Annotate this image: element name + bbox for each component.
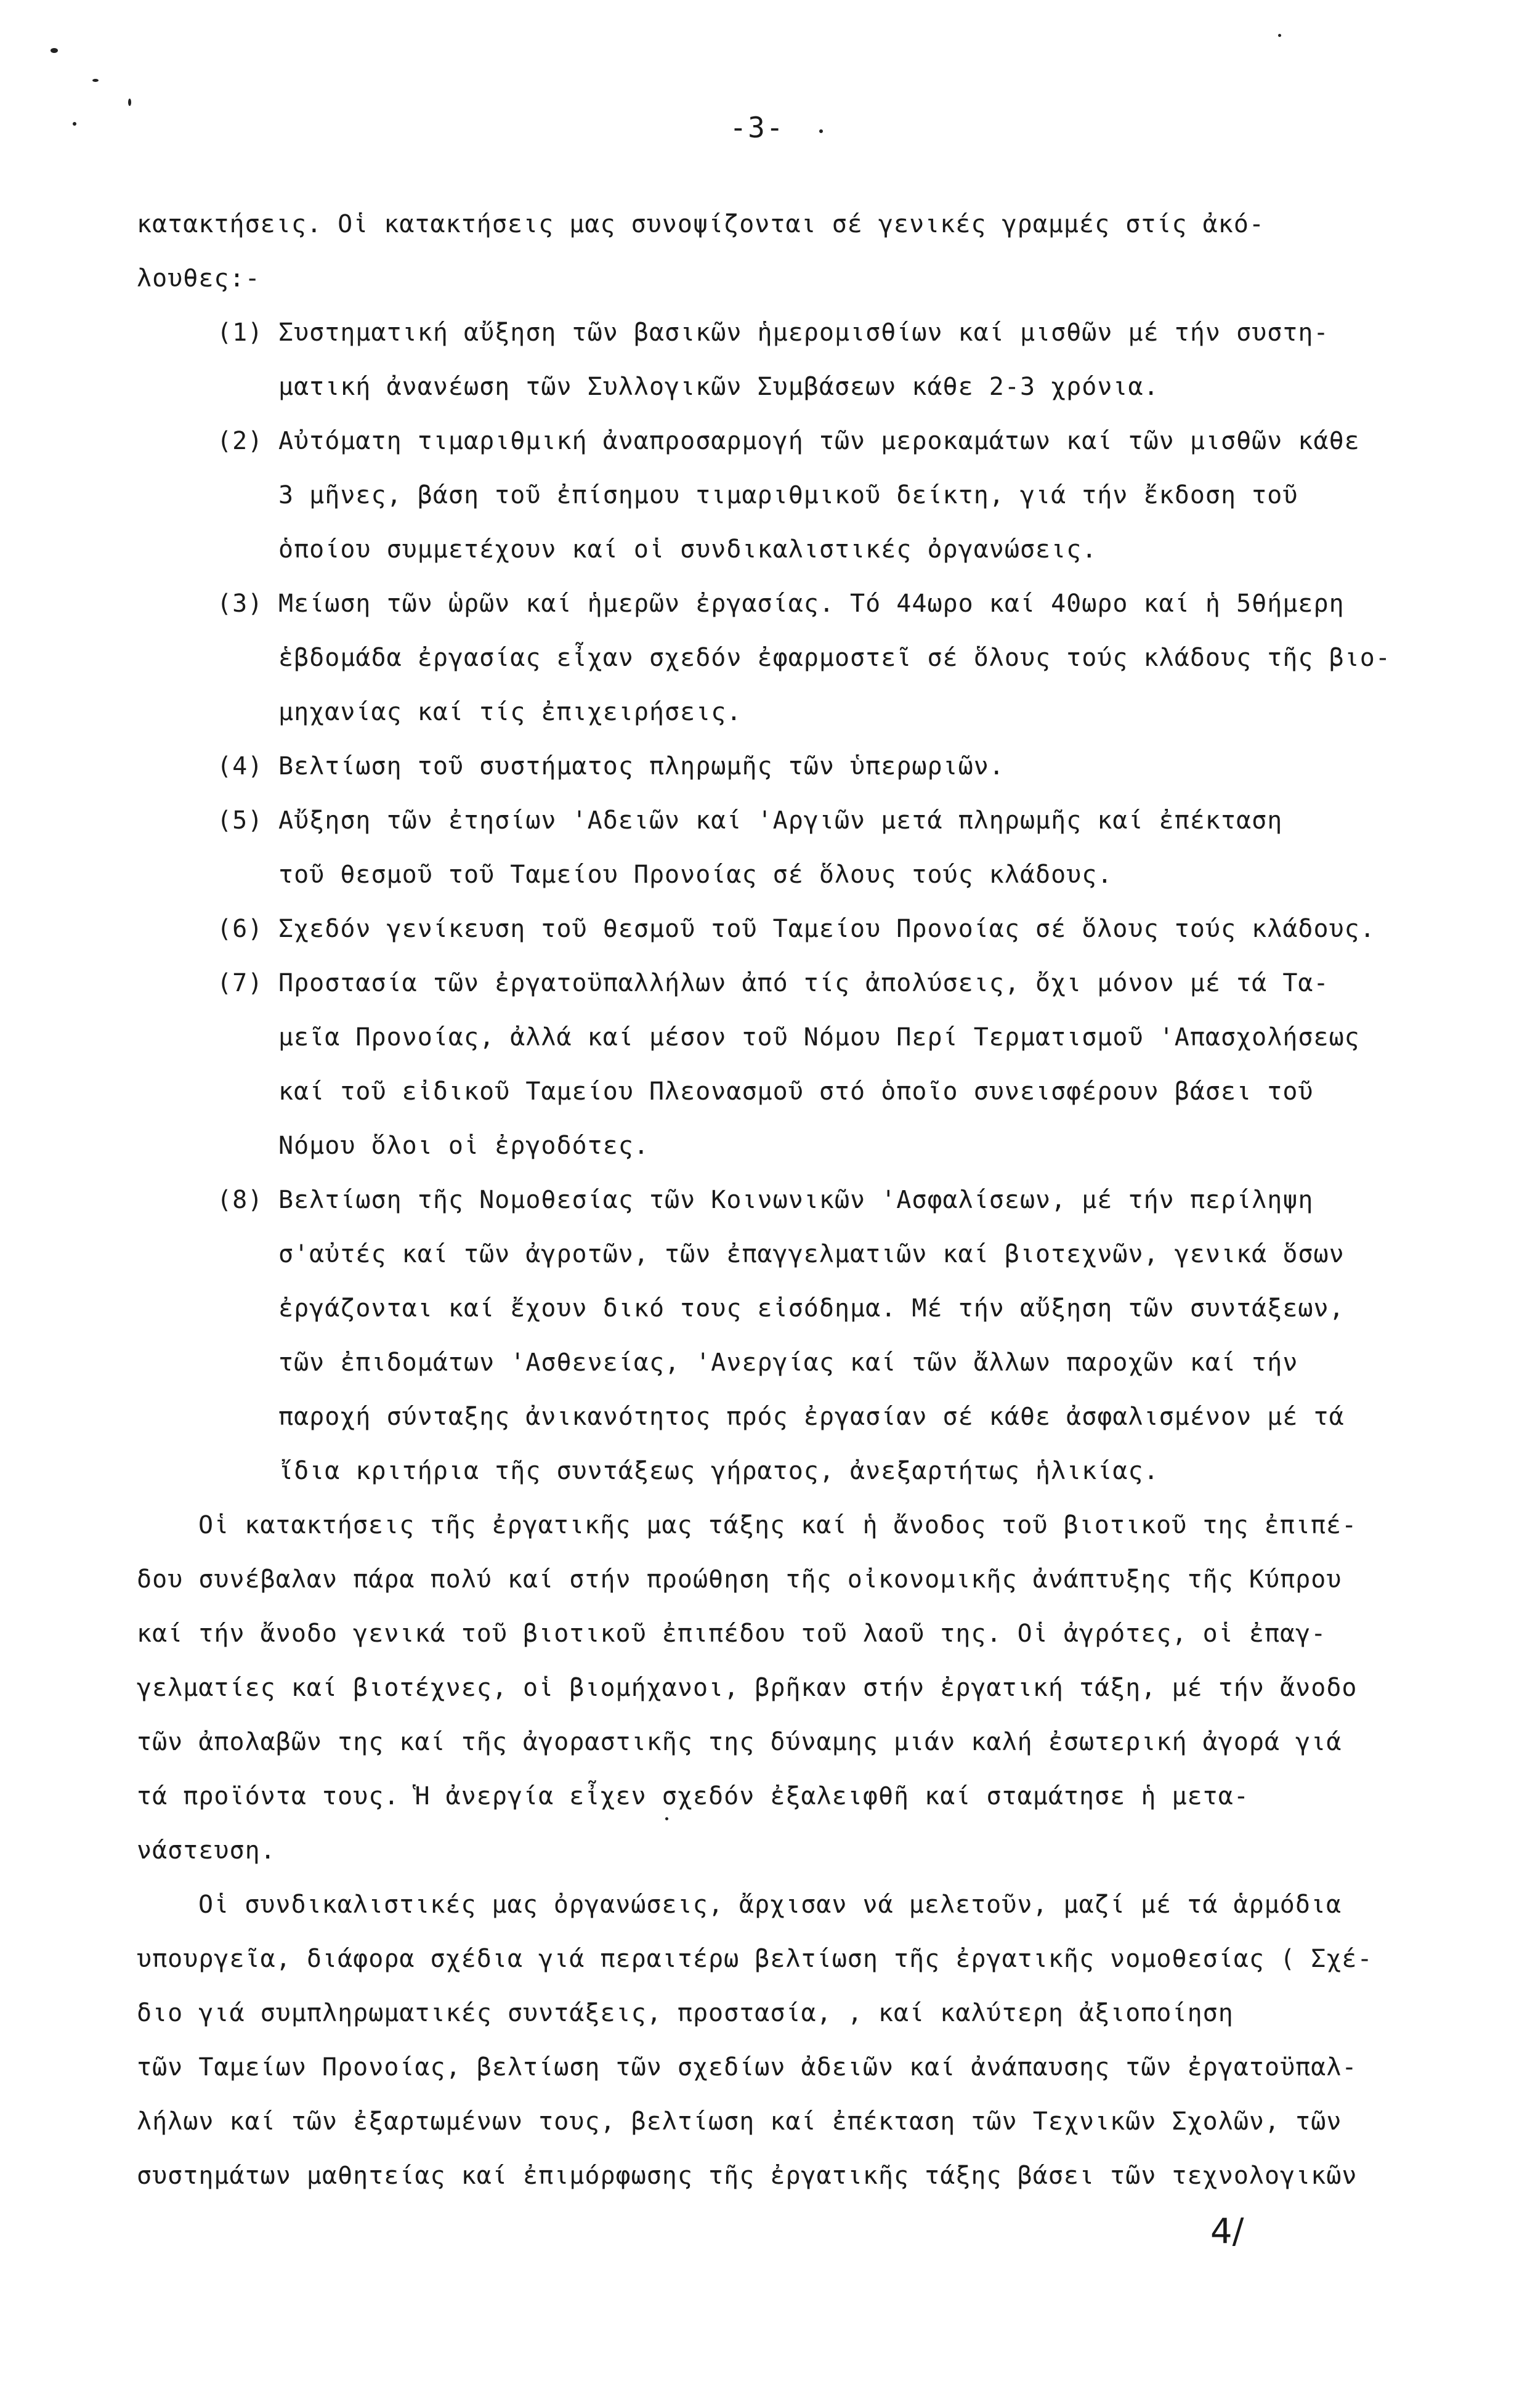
- item-line: Προστασία τῶν ἐργατοϋπαλλήλων ἀπό τίς ἀπολύσεις, ὄχι μόνον μέ τά Τα-: [278, 969, 1329, 997]
- item-line: Συστηματική αὔξηση τῶν βασικῶν ἡμερομισθίων καί μισθῶν μέ τήν συστη-: [278, 318, 1329, 347]
- item-line: Αὐτόματη τιμαριθμική ἀναπροσαρμογή τῶν μεροκαμάτων καί τῶν μισθῶν κάθε: [278, 427, 1360, 455]
- item-line: καί τοῦ εἰδικοῦ Ταμείου Πλεονασμοῦ στό ὁποῖο συνεισφέρουν βάσει τοῦ: [278, 1077, 1314, 1106]
- item-line: Νόμου ὅλοι οἱ ἐργοδότες.: [278, 1132, 649, 1160]
- item-line: ὁποίου συμμετέχουν καί οἱ συνδικαλιστικές ὀργανώσεις.: [278, 535, 1098, 564]
- list-item: [137, 956, 1387, 1173]
- scan-speck: [128, 99, 131, 106]
- document-body: [137, 197, 1391, 2203]
- list-item: [137, 577, 1391, 739]
- item-line: ἴδια κριτήρια τῆς συντάξεως γήρατος, ἀνεξαρτήτως ἡλικίας.: [278, 1457, 1159, 1485]
- item-line: Μείωση τῶν ὡρῶν καί ἡμερῶν ἐργασίας. Τό 44ωρο καί 40ωρο καί ἡ 5θήμερη: [278, 590, 1345, 618]
- paragraph-line: τά προϊόντα τους. Ἡ ἀνεργία εἶχεν σχεδόν ἐξαλειφθῆ καί σταμάτησε ἡ μετα-: [137, 1782, 1249, 1810]
- numbered-list: [137, 306, 1391, 1498]
- item-line: Βελτίωση τῆς Νομοθεσίας τῶν Κοινωνικῶν 'Ασφαλίσεων, μέ τήν περίληψη: [278, 1186, 1314, 1214]
- paragraph-line: διο γιά συμπληρωματικές συντάξεις, προστασία, , καί καλύτερη ἀξιοποίηση: [137, 1999, 1234, 2027]
- paragraph-future-plans: [137, 1878, 1387, 2203]
- item-line: τῶν ἐπιδομάτων 'Ασθενείας, 'Ανεργίας καί τῶν ἄλλων παροχῶν καί τήν: [278, 1348, 1298, 1377]
- paragraph-line: νάστευση.: [137, 1836, 276, 1865]
- item-line: ματική ἀνανέωση τῶν Συλλογικῶν Συμβάσεων κάθε 2-3 χρόνια.: [278, 373, 1159, 401]
- paragraph-line: λήλων καί τῶν ἐξαρτωμένων τους, βελτίωση καί ἐπέκταση τῶν Τεχνικῶν Σχολῶν, τῶν: [137, 2107, 1342, 2136]
- item-line: μεῖα Προνοίας, ἀλλά καί μέσον τοῦ Νόμου Περί Τερματισμοῦ 'Απασχολήσεως: [278, 1023, 1360, 1052]
- item-number: (5): [217, 806, 264, 835]
- intro-line: λουθες:-: [137, 264, 261, 293]
- list-item: [137, 793, 1387, 902]
- paragraph-line: Οἱ κατακτήσεις τῆς ἐργατικῆς μας τάξης καί ἡ ἄνοδος τοῦ βιοτικοῦ της ἐπιπέ-: [198, 1511, 1358, 1539]
- list-item: [137, 739, 1387, 793]
- list-item: [137, 1173, 1387, 1498]
- item-line: μηχανίας καί τίς ἐπιχειρήσεις.: [278, 698, 742, 726]
- paragraph-line: τῶν ἀπολαβῶν της καί τῆς ἀγοραστικῆς της δύναμης μιάν καλή ἐσωτερική ἀγορά γιά: [137, 1728, 1342, 1756]
- paragraph-line: καί τήν ἄνοδο γενικά τοῦ βιοτικοῦ ἐπιπέδου τοῦ λαοῦ της. Οἱ ἀγρότες, οἱ ἐπαγ-: [137, 1620, 1327, 1648]
- item-line: ἐργάζονται καί ἔχουν δικό τους εἰσόδημα. Μέ τήν αὔξηση τῶν συντάξεων,: [278, 1294, 1345, 1323]
- item-line: Αὔξηση τῶν ἐτησίων 'Αδειῶν καί 'Αργιῶν μετά πληρωμῆς καί ἐπέκταση: [278, 806, 1283, 835]
- item-line: σ'αὐτές καί τῶν ἀγροτῶν, τῶν ἐπαγγελματιῶν καί βιοτεχνῶν, γενικά ὅσων: [278, 1240, 1345, 1268]
- item-number: (7): [217, 969, 264, 997]
- item-line: ἑβδομάδα ἐργασίας εἶχαν σχεδόν ἐφαρμοστεῖ σέ ὅλους τούς κλάδους τῆς βιο-: [278, 644, 1391, 672]
- list-item: [137, 902, 1387, 956]
- list-item: [137, 306, 1387, 414]
- list-item: [137, 414, 1387, 577]
- item-line: Σχεδόν γενίκευση τοῦ θεσμοῦ τοῦ Ταμείου Προνοίας σέ ὅλους τούς κλάδους.: [278, 915, 1375, 943]
- item-number: (2): [217, 427, 264, 455]
- item-number: (4): [217, 752, 264, 780]
- item-number: (6): [217, 915, 264, 943]
- paragraph-line: γελματίες καί βιοτέχνες, οἱ βιομήχανοι, βρῆκαν στήν ἐργατική τάξη, μέ τήν ἄνοδο: [137, 1674, 1358, 1702]
- paragraph-line: τῶν Ταμείων Προνοίας, βελτίωση τῶν σχεδίων ἀδειῶν καί ἀνάπαυσης τῶν ἐργατοϋπαλ-: [137, 2053, 1358, 2082]
- paragraph-line: συστημάτων μαθητείας καί ἐπιμόρφωσης τῆς ἐργατικῆς τάξης βάσει τῶν τεχνολογικῶν: [137, 2162, 1358, 2190]
- item-number: (8): [217, 1186, 264, 1214]
- item-line: 3 μῆνες, βάση τοῦ ἐπίσημου τιμαριθμικοῦ δείκτη, γιά τήν ἔκδοση τοῦ: [278, 481, 1298, 509]
- scan-speck: [51, 48, 58, 53]
- paragraph-line: Οἱ συνδικαλιστικές μας ὀργανώσεις, ἄρχισαν νά μελετοῦν, μαζί μέ τά ἁρμόδια: [198, 1891, 1342, 1919]
- page-number: -3-: [729, 111, 785, 144]
- paragraph-line: υπουργεῖα, διάφορα σχέδια γιά περαιτέρω βελτίωση τῆς ἐργατικῆς νομοθεσίας ( Σχέ-: [137, 1945, 1373, 1973]
- item-line: Βελτίωση τοῦ συστήματος πληρωμῆς τῶν ὑπερωριῶν.: [278, 752, 1005, 780]
- item-number: (3): [217, 590, 264, 618]
- scan-speck: [92, 79, 99, 82]
- item-number: (1): [217, 318, 264, 347]
- paragraph-line: δου συνέβαλαν πάρα πολύ καί στήν προώθηση τῆς οἰκονομικῆς ἀνάπτυξης τῆς Κύπρου: [137, 1565, 1342, 1594]
- paragraph-economic-impact: [137, 1498, 1387, 1878]
- scan-speck: [1278, 34, 1281, 37]
- item-line: τοῦ θεσμοῦ τοῦ Ταμείου Προνοίας σέ ὅλους τούς κλάδους.: [278, 861, 1113, 889]
- next-page-marker: 4/: [1210, 2211, 1244, 2252]
- intro-line: κατακτήσεις. Οἱ κατακτήσεις μας συνοψίζονται σέ γενικές γραμμές στίς ἀκό-: [137, 210, 1265, 238]
- item-line: παροχή σύνταξης ἀνικανότητος πρός ἐργασίαν σέ κάθε ἀσφαλισμένον μέ τά: [278, 1403, 1345, 1431]
